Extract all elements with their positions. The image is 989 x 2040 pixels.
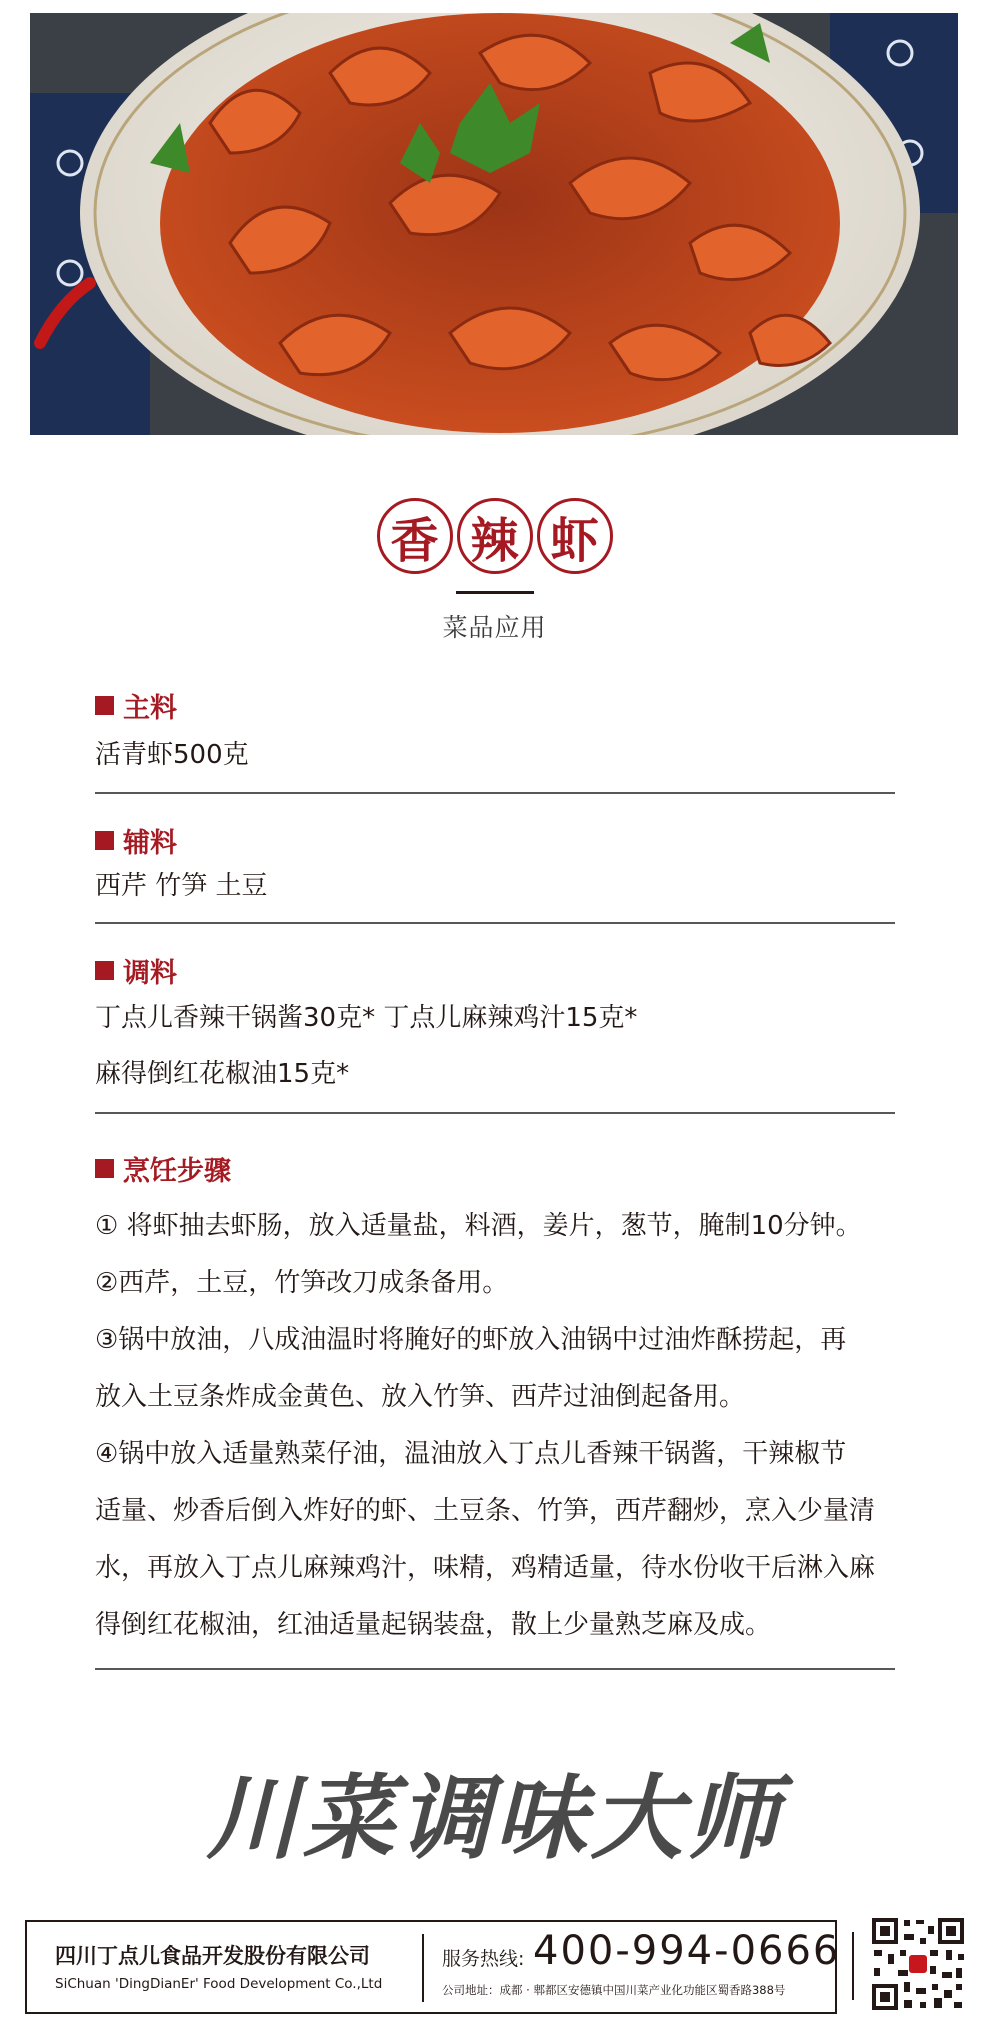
step-line: ②西芹，土豆，竹笋改刀成条备用。: [95, 1268, 509, 1298]
footer-contact-box: [25, 1920, 841, 2014]
footer-divider: [852, 1932, 854, 2000]
cooking-steps-section: [95, 1148, 895, 1654]
section-marker-icon: [95, 831, 114, 850]
aux-ingredients-section: [95, 820, 895, 904]
section-title: 调料: [123, 957, 177, 989]
section-title: 烹饪步骤: [123, 1155, 231, 1187]
title-char: 辣: [457, 498, 533, 574]
section-title: 辅料: [123, 827, 177, 859]
hotline-number[interactable]: 400-994-0666: [533, 1928, 841, 1974]
ingredient-line: 活青虾500克: [95, 740, 249, 770]
hero-dish-photo: [30, 13, 958, 435]
page-subtitle: 菜品应用: [442, 613, 547, 642]
dish-title: [0, 498, 989, 574]
divider: [95, 1112, 895, 1114]
qr-code-icon[interactable]: [870, 1916, 966, 2012]
brand-slogan: 川菜调味大师: [206, 1764, 783, 1872]
divider: [95, 922, 895, 924]
section-marker-icon: [95, 961, 114, 980]
step-line: 得倒红花椒油，红油适量起锅装盘，散上少量熟芝麻及成。: [95, 1610, 772, 1640]
step-line: 适量、炒香后倒入炸好的虾、土豆条、竹笋，西芹翻炒，烹入少量清: [95, 1496, 876, 1526]
step-line: 水，再放入丁点儿麻辣鸡汁，味精，鸡精适量，待水份收干后淋入麻: [95, 1553, 876, 1583]
company-name-cn: 四川丁点儿食品开发股份有限公司: [55, 1944, 370, 1968]
footer-divider: [422, 1934, 424, 2002]
company-address: 公司地址：成都 · 郫都区安德镇中国川菜产业化功能区蜀香路388号: [442, 1983, 786, 1997]
seasoning-line: 丁点儿香辣干锅酱30克* 丁点儿麻辣鸡汁15克*: [95, 1003, 638, 1033]
seasoning-section: [95, 950, 895, 1092]
title-divider: [456, 591, 534, 594]
step-line: ① 将虾抽去虾肠，放入适量盐，料酒，姜片，葱节，腌制10分钟。: [95, 1211, 862, 1241]
seasoning-line: 麻得倒红花椒油15克*: [95, 1059, 350, 1089]
main-ingredients-section: [95, 685, 895, 773]
title-char: 香: [377, 498, 453, 574]
company-name-en: SiChuan 'DingDianEr' Food Development Co.,Ltd: [55, 1976, 383, 1992]
step-line: 放入土豆条炸成金黄色、放入竹笋、西芹过油倒起备用。: [95, 1382, 746, 1412]
step-line: ③锅中放油，八成油温时将腌好的虾放入油锅中过油炸酥捞起，再: [95, 1325, 847, 1355]
title-char: 虾: [537, 498, 613, 574]
step-line: ④锅中放入适量熟菜仔油，温油放入丁点儿香辣干锅酱，干辣椒节: [95, 1439, 847, 1469]
divider: [95, 792, 895, 794]
shrimp-dish-illustration: [30, 13, 958, 435]
section-marker-icon: [95, 696, 114, 715]
section-marker-icon: [95, 1159, 114, 1178]
ingredient-line: 西芹 竹笋 土豆: [95, 871, 268, 901]
divider: [95, 1668, 895, 1670]
section-title: 主料: [123, 692, 177, 724]
hotline-label: 服务热线:: [442, 1948, 525, 1970]
